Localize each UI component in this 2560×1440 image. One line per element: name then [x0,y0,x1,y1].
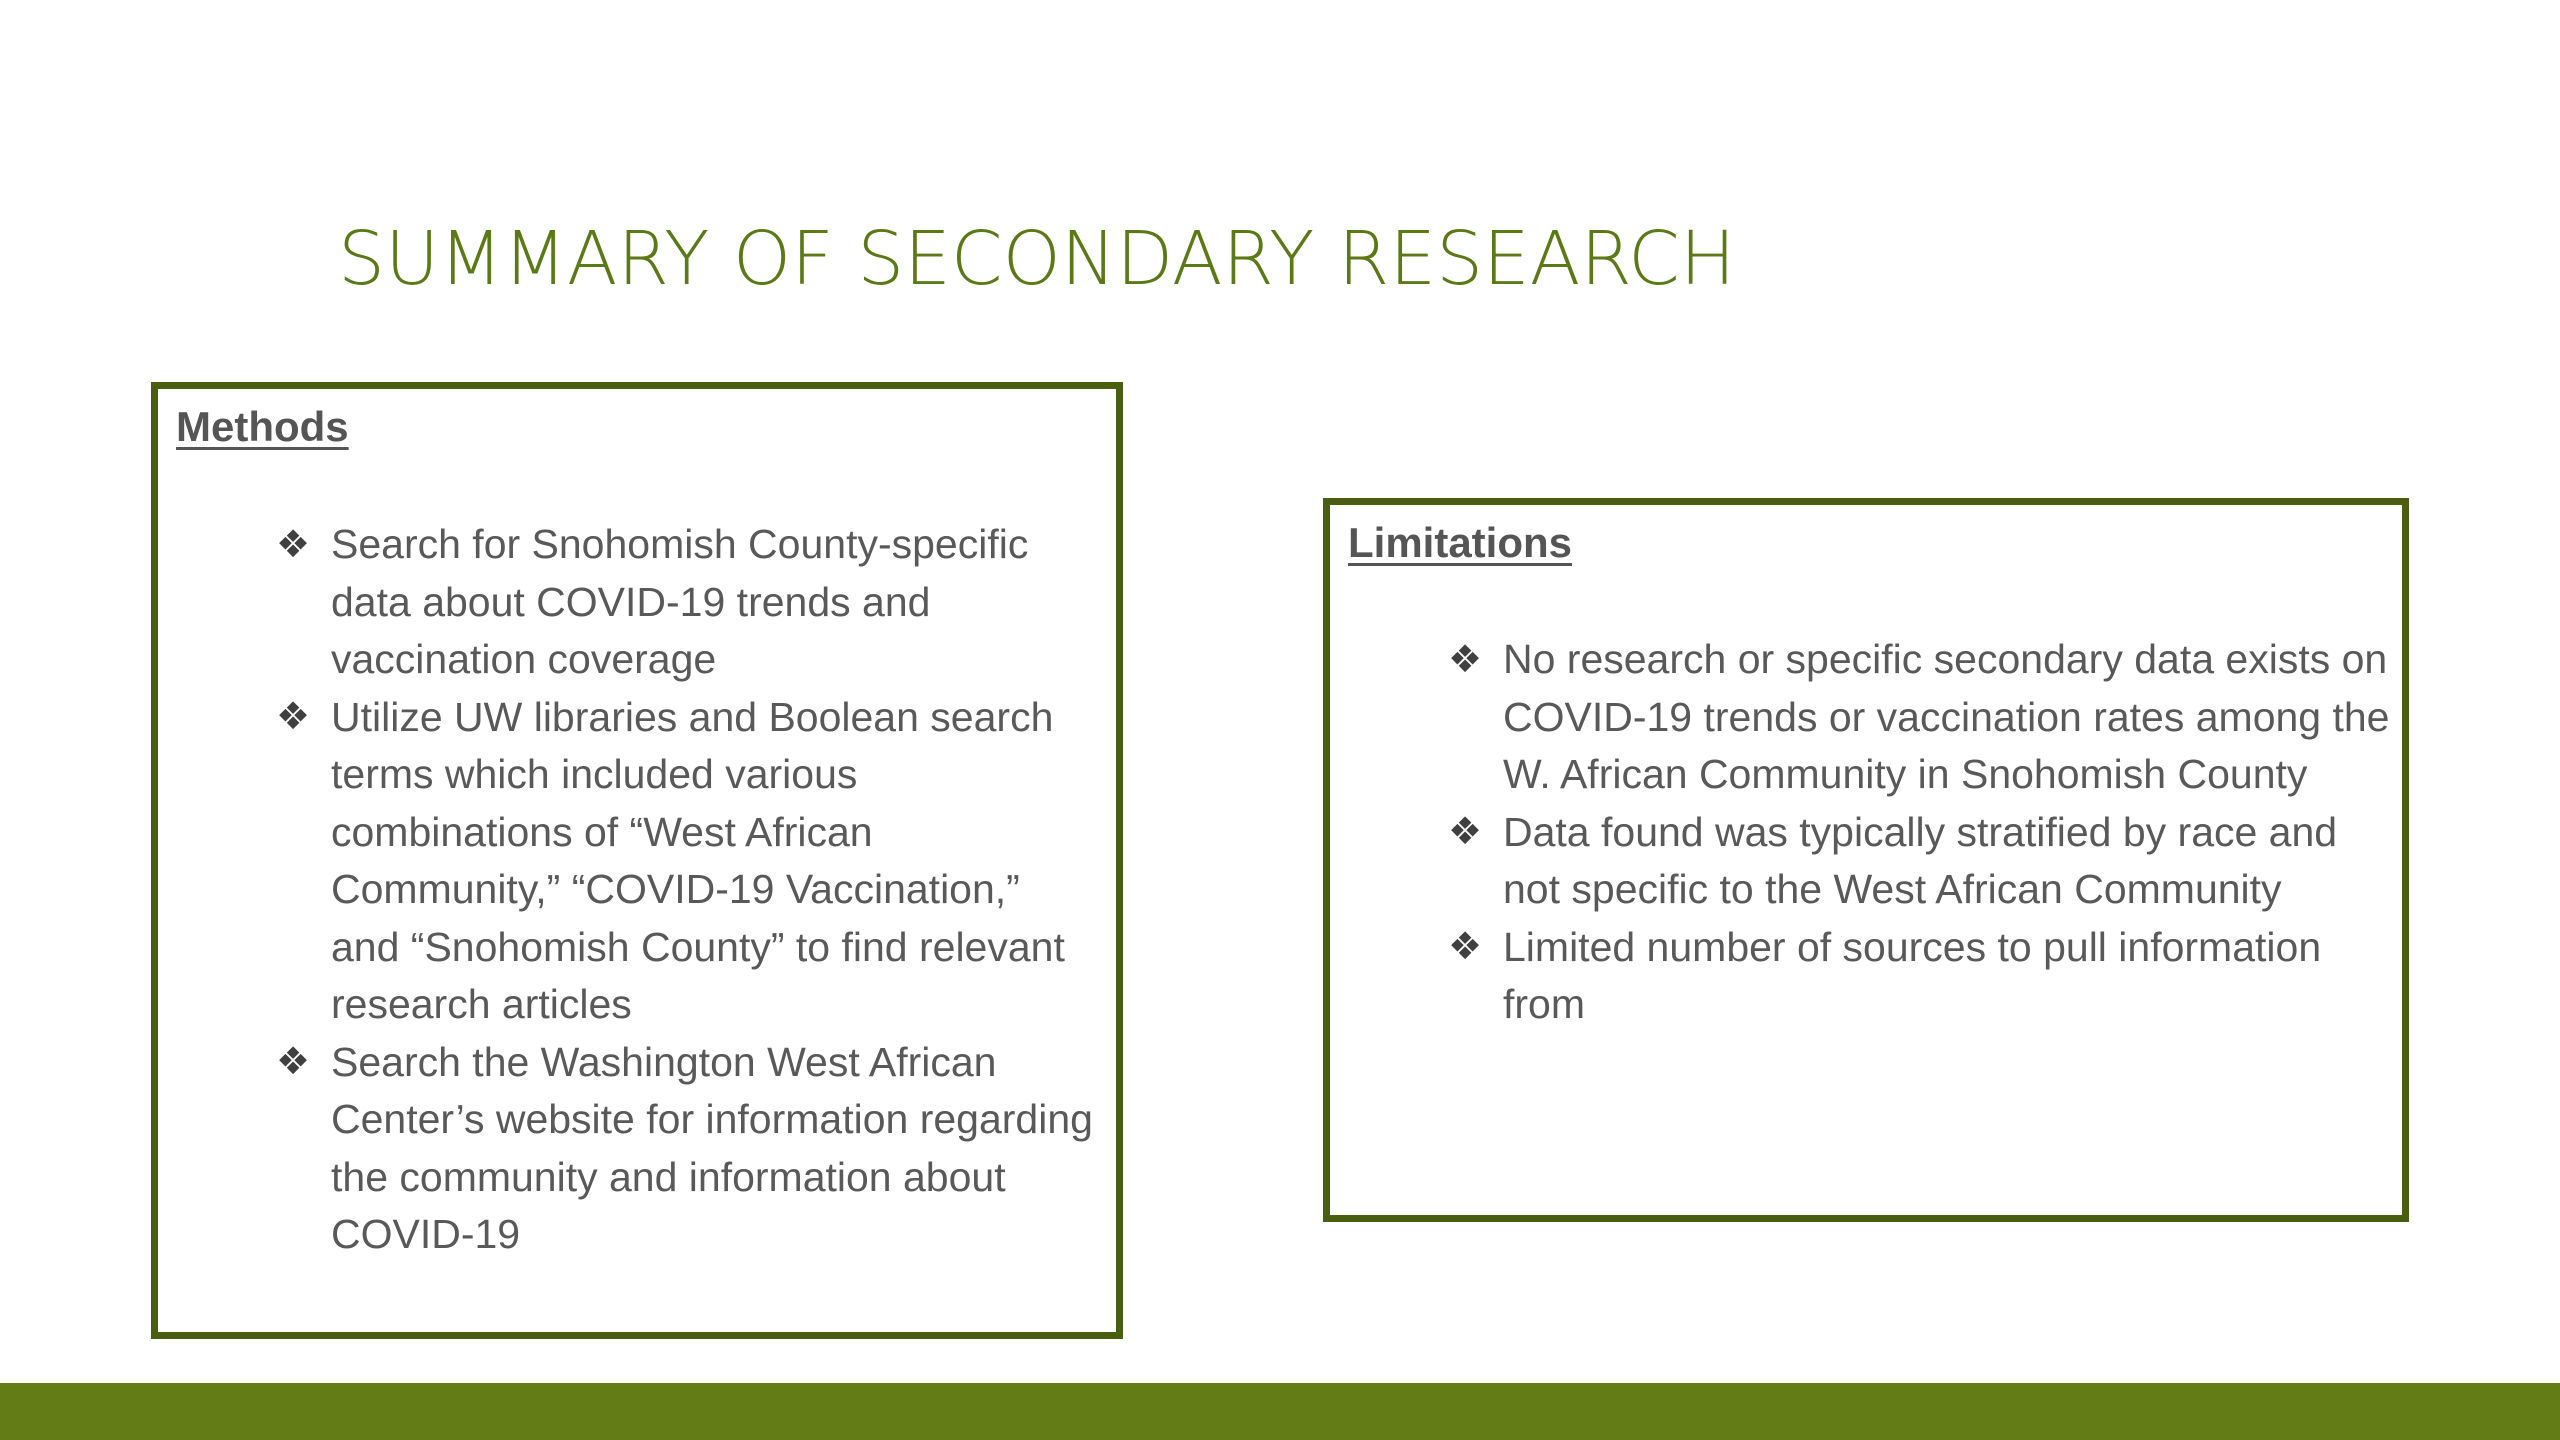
four-diamond-bullet-icon: ❖ [275,694,311,739]
four-diamond-bullet-icon: ❖ [1447,636,1483,681]
methods-bullet-item [273,516,1093,689]
methods-bullet-text: Utilize UW libraries and Boolean search terms which included various combinations of “West African Community,” “COVID-19 Vaccination,” and “Snohomish County” to find relevant research articles [331,693,1065,1027]
limitations-bullet-text: Data found was typically stratified by race and not specific to the West African Community [1503,808,2338,912]
methods-bullet-item [273,1034,1093,1264]
four-diamond-bullet-icon: ❖ [1447,924,1483,969]
limitations-bullet-text: Limited number of sources to pull information from [1503,923,2322,1027]
methods-bullet-text: Search the Washington West African Center’s website for information regarding the community and information about COVID-19 [331,1038,1093,1257]
four-diamond-bullet-icon: ❖ [1447,809,1483,854]
limitations-bullet-item [1445,919,2395,1034]
limitations-bullet-item [1445,631,2395,804]
limitations-heading: Limitations [1348,519,1573,566]
methods-box [151,382,1123,1339]
limitations-bullet-text: No research or specific secondary data exists on COVID-19 trends or vaccination rates among the W. African Community in Snohomish County [1503,636,2390,797]
methods-heading: Methods [176,403,349,450]
footer-accent-bar [0,1383,2560,1440]
slide-title: SUMMARY OF SECONDARY RESEARCH [338,216,1736,302]
methods-bullet-list [273,516,1093,1264]
limitations-box [1323,498,2409,1222]
methods-bullet-item [273,689,1093,1034]
four-diamond-bullet-icon: ❖ [275,521,311,566]
four-diamond-bullet-icon: ❖ [275,1039,311,1084]
methods-bullet-text: Search for Snohomish County-specific data about COVID-19 trends and vaccination coverage [331,521,1029,682]
limitations-bullet-item [1445,804,2395,919]
limitations-bullet-list [1445,631,2395,1034]
